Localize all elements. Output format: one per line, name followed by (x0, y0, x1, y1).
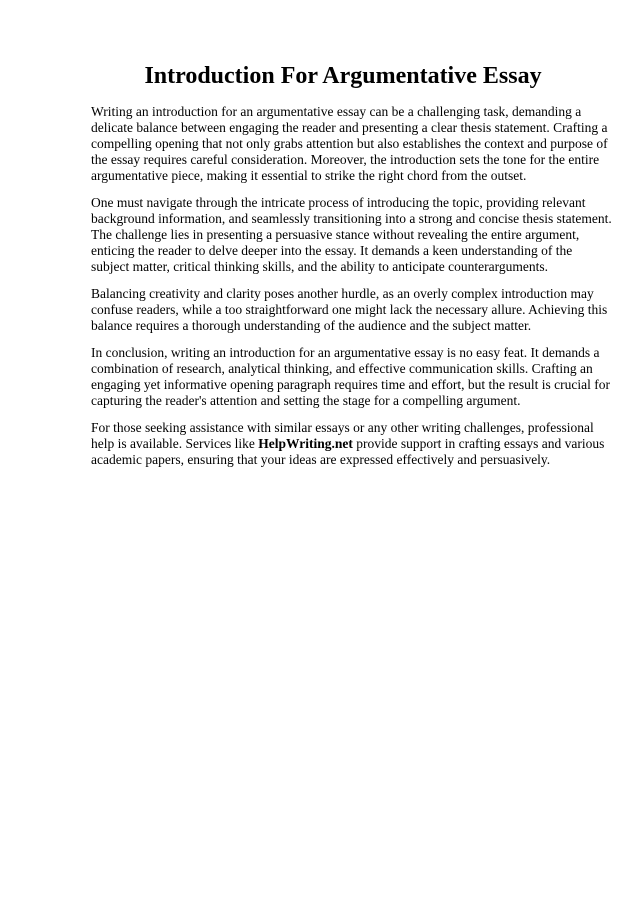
document-body (91, 104, 613, 479)
paragraph-5 (91, 420, 613, 468)
paragraph-2: One must navigate through the intricate process of introducing the topic, providing relevant background information, and seamlessly transitioning into a strong and concise thesis statement. The challenge lies in presenting a persuasive stance without revealing the entire argument, enticing the reader to delve deeper into the essay. It demands a keen understanding of the subject matter, critical thinking skills, and the ability to anticipate counterarguments. (91, 195, 612, 274)
paragraph-3: Balancing creativity and clarity poses another hurdle, as an overly complex introduction may confuse readers, while a too straightforward one might lack the necessary allure. Achieving this balance requires a thorough understanding of the audience and the subject matter. (91, 286, 608, 333)
paragraph-5-text-before: For those seeking assistance with similar essays or any other writing challenges, professional help is available. Services like (91, 420, 594, 451)
helpwriting-brand: HelpWriting.net (258, 436, 353, 451)
paragraph-1: Writing an introduction for an argumentative essay can be a challenging task, demanding a delicate balance between engaging the reader and presenting a clear thesis statement. Crafting a compelling opening that not only grabs attention but also establishes the context and purpose of the essay requires careful consideration. Moreover, the introduction sets the tone for the entire argumentative piece, making it essential to strike the right chord from the outset. (91, 104, 608, 183)
paragraph-5-text-after: provide support in crafting essays and various academic papers, ensuring that your ideas are expressed effectively and persuasively. (91, 436, 605, 467)
paragraph-4: In conclusion, writing an introduction for an argumentative essay is no easy feat. It demands a combination of research, analytical thinking, and effective communication skills. Crafting an engaging yet informative opening paragraph requires time and effort, but the result is crucial for capturing the reader's attention and setting the stage for a compelling argument. (91, 345, 610, 408)
document-title: Introduction For Argumentative Essay (144, 63, 542, 89)
